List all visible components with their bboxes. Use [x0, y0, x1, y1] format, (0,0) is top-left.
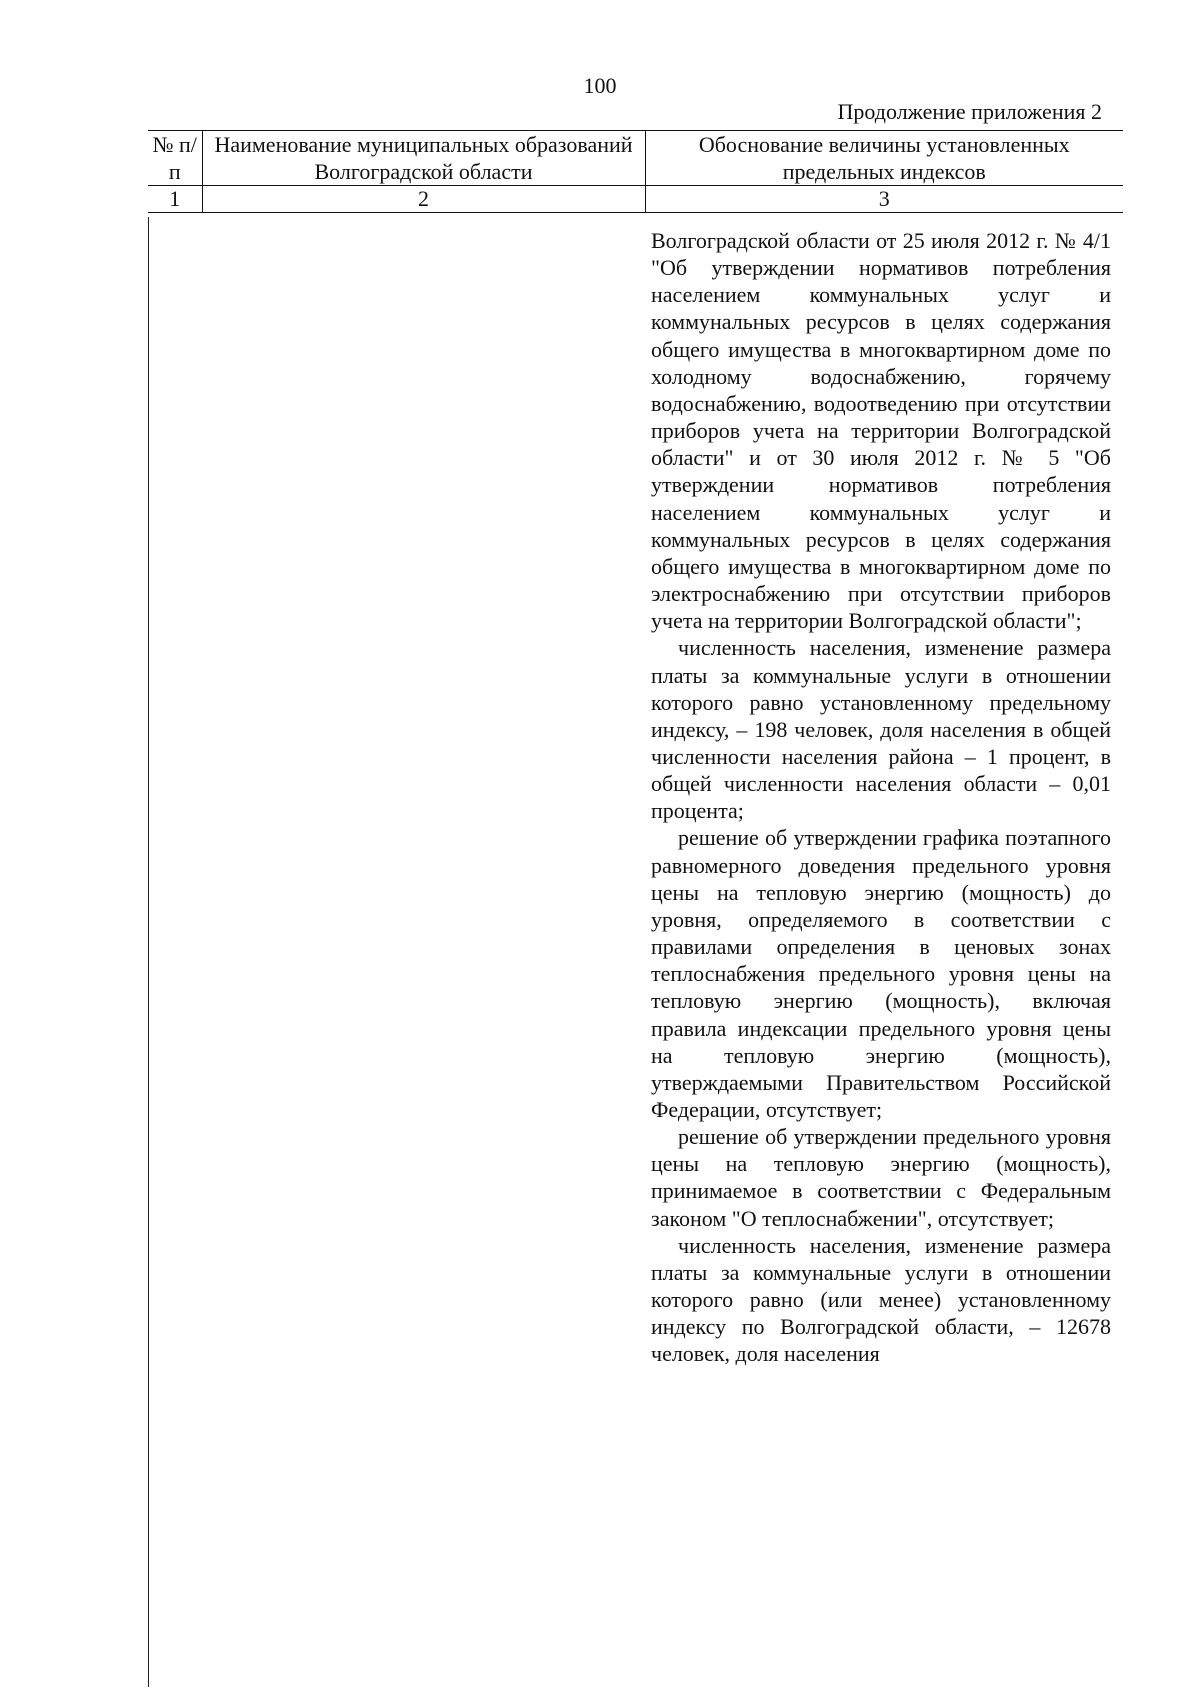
paragraph: Волгоградской области от 25 июля 2012 г. № 4/1 "Об утверждении нормативов потребления населением коммунальных услуг и коммунальных ресурсов в целях содержания общего имущества в многоквартирном доме по холодному водоснабжению, горячему водоснабжению, водоотведению при отсутствии приборов учета на территории Волгоградской области" и от 30 июля 2012 г. № 5 "Об утверждении нормативов потребления населением коммунальных услуг и коммунальных ресурсов в целях содержания общего имущества в многоквартирном доме по электроснабжению при отсутствии приборов учета на территории Волгоградской области";	[651, 228, 1111, 634]
paragraph: численность населения, изменение размера платы за коммунальные услуги в отношении которого равно (или менее) установленному индексу по Волгоградской области, – 12678 человек, доля населения	[651, 1232, 1111, 1367]
column-number-cell: 3	[645, 186, 1123, 213]
justification-text	[651, 227, 1111, 1368]
paragraph: решение об утверждении графика поэтапного равномерного доведения предельного уровня цены на тепловую энергию (мощность) до уровня, определяемого в соответствии с правилами определения в ценовых зонах теплоснабжения предельного уровня цены на тепловую энергию (мощность), включая правила индексации предельного уровня цены на тепловую энергию (мощность), утверждаемыми Правительством Российской Федерации, отсутствует;	[651, 825, 1111, 1122]
column-number-cell: 1	[148, 186, 202, 213]
paragraph: численность населения, изменение размера платы за коммунальные услуги в отношении которого равно установленному предельному индексу, – 198 человек, доля населения в общей численности населения района – 1 процент, в общей численности населения области – 0,01 процента;	[651, 635, 1111, 824]
table-header-row	[148, 131, 1123, 186]
header-cell-number: № п/п	[148, 131, 202, 186]
header-cell-justification: Обоснование величины установленных предельных индексов	[645, 131, 1123, 186]
header-table	[148, 130, 1123, 213]
page-number: 100	[583, 73, 617, 98]
column-number-row	[148, 186, 1123, 213]
appendix-continuation-label: Продолжение приложения 2	[837, 99, 1102, 124]
header-cell-municipality: Наименование муниципальных образований Волгоградской области	[202, 131, 645, 186]
paragraph: решение об утверждении предельного уровня цены на тепловую энергию (мощность), принимаемое в соответствии с Федеральным законом "О теплоснабжении", отсутствует;	[651, 1124, 1111, 1231]
table-left-border	[148, 217, 149, 1687]
column-number-cell: 2	[202, 186, 645, 213]
